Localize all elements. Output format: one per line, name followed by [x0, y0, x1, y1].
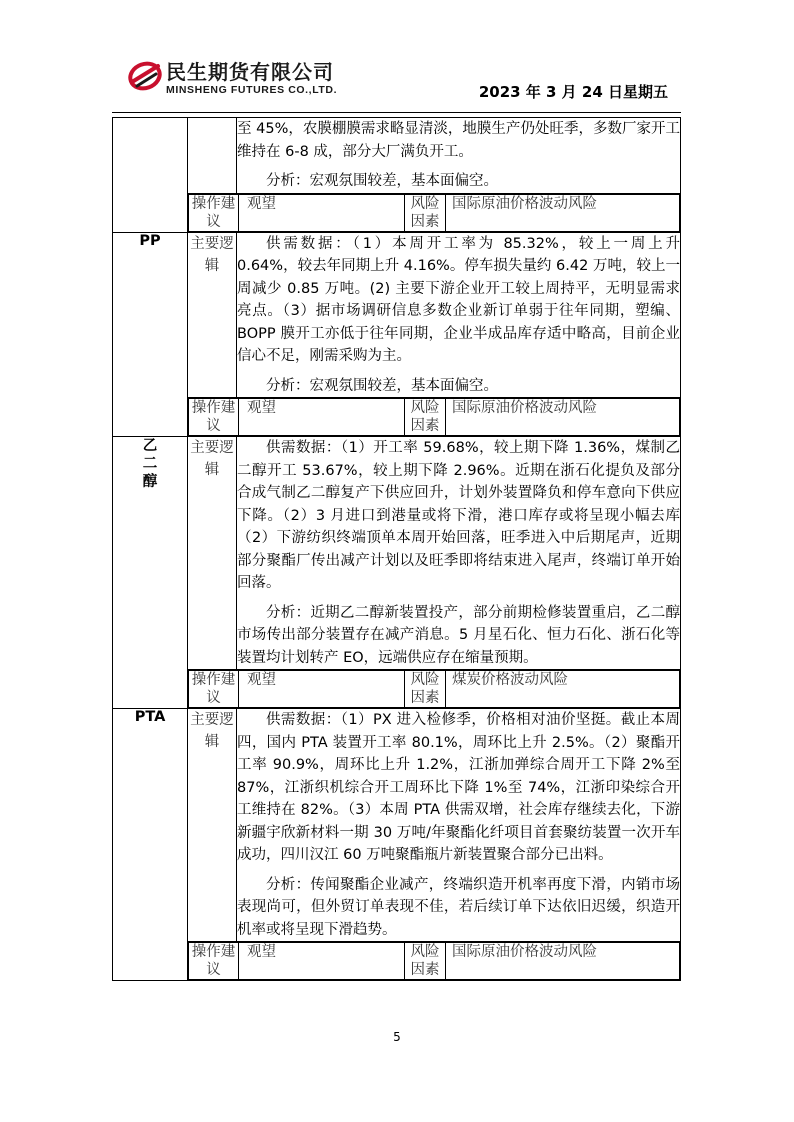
analysis-paragraph: 分析：宏观氛围较差，基本面偏空。: [266, 377, 498, 394]
commodity-name-cell: [113, 232, 188, 437]
operation-label: 操作建议: [189, 943, 239, 980]
supply-demand-paragraph: 供需数据：（1）本周开工率为 85.32%，较上一周上升 0.64%，较去年同期上升 4.16%。停车损失量约 6.42 万吨，较上一周减少 0.85 万吨。(2) 主要下游企业开工较上周持平，无明显需求亮点。（3）据市场调研信息多数企业新订单弱于往年同期，塑编、BOPP 膜开工亦低于往年同期，企业半成品库存适中略高，目前企业信心不足，刚需采购为主。: [237, 235, 680, 364]
commodity-name-cell: [113, 118, 188, 233]
operation-row: [113, 193, 681, 232]
operation-label: 操作建议: [189, 671, 239, 708]
operation-label: 操作建议: [189, 194, 239, 231]
risk-factor: 国际原油价格波动风险: [446, 194, 680, 231]
operation-row: [113, 398, 681, 437]
commodity-analysis-table: [112, 117, 681, 981]
commodity-name: 乙二醇: [142, 438, 158, 490]
logic-label: 主要逻辑: [188, 232, 237, 398]
analysis-paragraph: 分析：传闻聚酯企业减产，终端织造开机率再度下滑，内销市场表现尚可，但外贸订单表现不佳，若后续订单下达依旧迟缓，织造开机率或将呈现下滑趋势。: [237, 876, 680, 938]
logic-content-cell: [237, 437, 681, 670]
risk-factor: 煤炭价格波动风险: [446, 671, 680, 708]
table-row: [113, 709, 681, 942]
commodity-name-cell: [113, 437, 188, 709]
company-logo: [128, 56, 368, 100]
table-row: [113, 437, 681, 670]
paragraph: 至 45%，农膜棚膜需求略显清淡，地膜生产仍处旺季，多数厂家开工维持在 6-8 成，部分大厂满负开工。: [237, 121, 680, 160]
analysis-paragraph: 分析：近期乙二醇新装置投产，部分前期检修装置重启，乙二醇市场传出部分装置存在减产消息。5 月星石化、恒力石化、浙石化等装置均计划转产 EO，远端供应存在缩量预期。: [237, 604, 680, 666]
logic-content-cell: [237, 118, 681, 194]
logic-content-cell: [237, 232, 681, 398]
logic-label: 主要逻辑: [188, 709, 237, 942]
risk-label: 风险因素: [405, 194, 446, 231]
logic-label-cell: [188, 118, 237, 194]
risk-factor: 国际原油价格波动风险: [446, 943, 680, 980]
logo-english-name: MINSHENG FUTURES CO.,LTD.: [166, 84, 338, 96]
supply-demand-paragraph: 供需数据：（1）PX 进入检修季，价格相对油价坚挺。截止本周四，国内 PTA 装置开工率 80.1%，周环比上升 2.5%。（2）聚酯开工率 90.9%，周环比上升 1.2%，江浙加弹综合周开工下降 2%至 87%，江浙织机综合开工周环比下降 1%至 74%，江浙印染综合开工维持在 82%。（3）本周 PTA 供需双增，社会库存继续去化，下游新疆宇欣新材料一期 30 万吨/年聚酯化纤项目首套聚纺装置一次开车成功，四川汉江 60 万吨聚酯瓶片新装置聚合部分已出料。: [237, 712, 680, 863]
table-row: [113, 118, 681, 194]
minsheng-logo-icon: [128, 58, 162, 92]
table-row: [113, 232, 681, 398]
risk-label: 风险因素: [405, 943, 446, 980]
operation-suggestion: 观望: [239, 671, 405, 708]
operation-suggestion: 观望: [239, 194, 405, 231]
operation-suggestion: 观望: [239, 943, 405, 980]
operation-label: 操作建议: [189, 399, 239, 436]
operation-row: [113, 942, 681, 981]
analysis-paragraph: 分析：宏观氛围较差，基本面偏空。: [266, 173, 498, 189]
logic-label: 主要逻辑: [188, 437, 237, 670]
operation-row: [113, 670, 681, 709]
page-header: [0, 0, 794, 115]
risk-factor: 国际原油价格波动风险: [446, 399, 680, 436]
operation-suggestion: 观望: [239, 399, 405, 436]
risk-label: 风险因素: [405, 671, 446, 708]
risk-label: 风险因素: [405, 399, 446, 436]
commodity-name: PTA: [134, 709, 166, 725]
logic-content-cell: [237, 709, 681, 942]
commodity-name-cell: [113, 709, 188, 981]
report-date: 2023 年 3 月 24 日星期五: [478, 83, 668, 101]
logo-chinese-name: 民生期货有限公司: [166, 60, 334, 84]
supply-demand-paragraph: 供需数据：（1）开工率 59.68%，较上期下降 1.36%，煤制乙二醇开工 53.67%，较上期下降 2.96%。近期在浙石化提负及部分合成气制乙二醇复产下供应回升，计划外装置降负和停车意向下供应下降。（2）3 月进口到港量或将下滑，港口库存或将呈现小幅去库（2）下游纺织终端顶单本周开始回落，旺季进入中后期尾声，近期部分聚酯厂传出减产计划以及旺季即将结束进入尾声，终端订单开始回落。: [237, 440, 680, 591]
page-number: 5: [393, 1030, 401, 1044]
commodity-name: PP: [139, 232, 161, 249]
header-divider: [112, 112, 681, 113]
